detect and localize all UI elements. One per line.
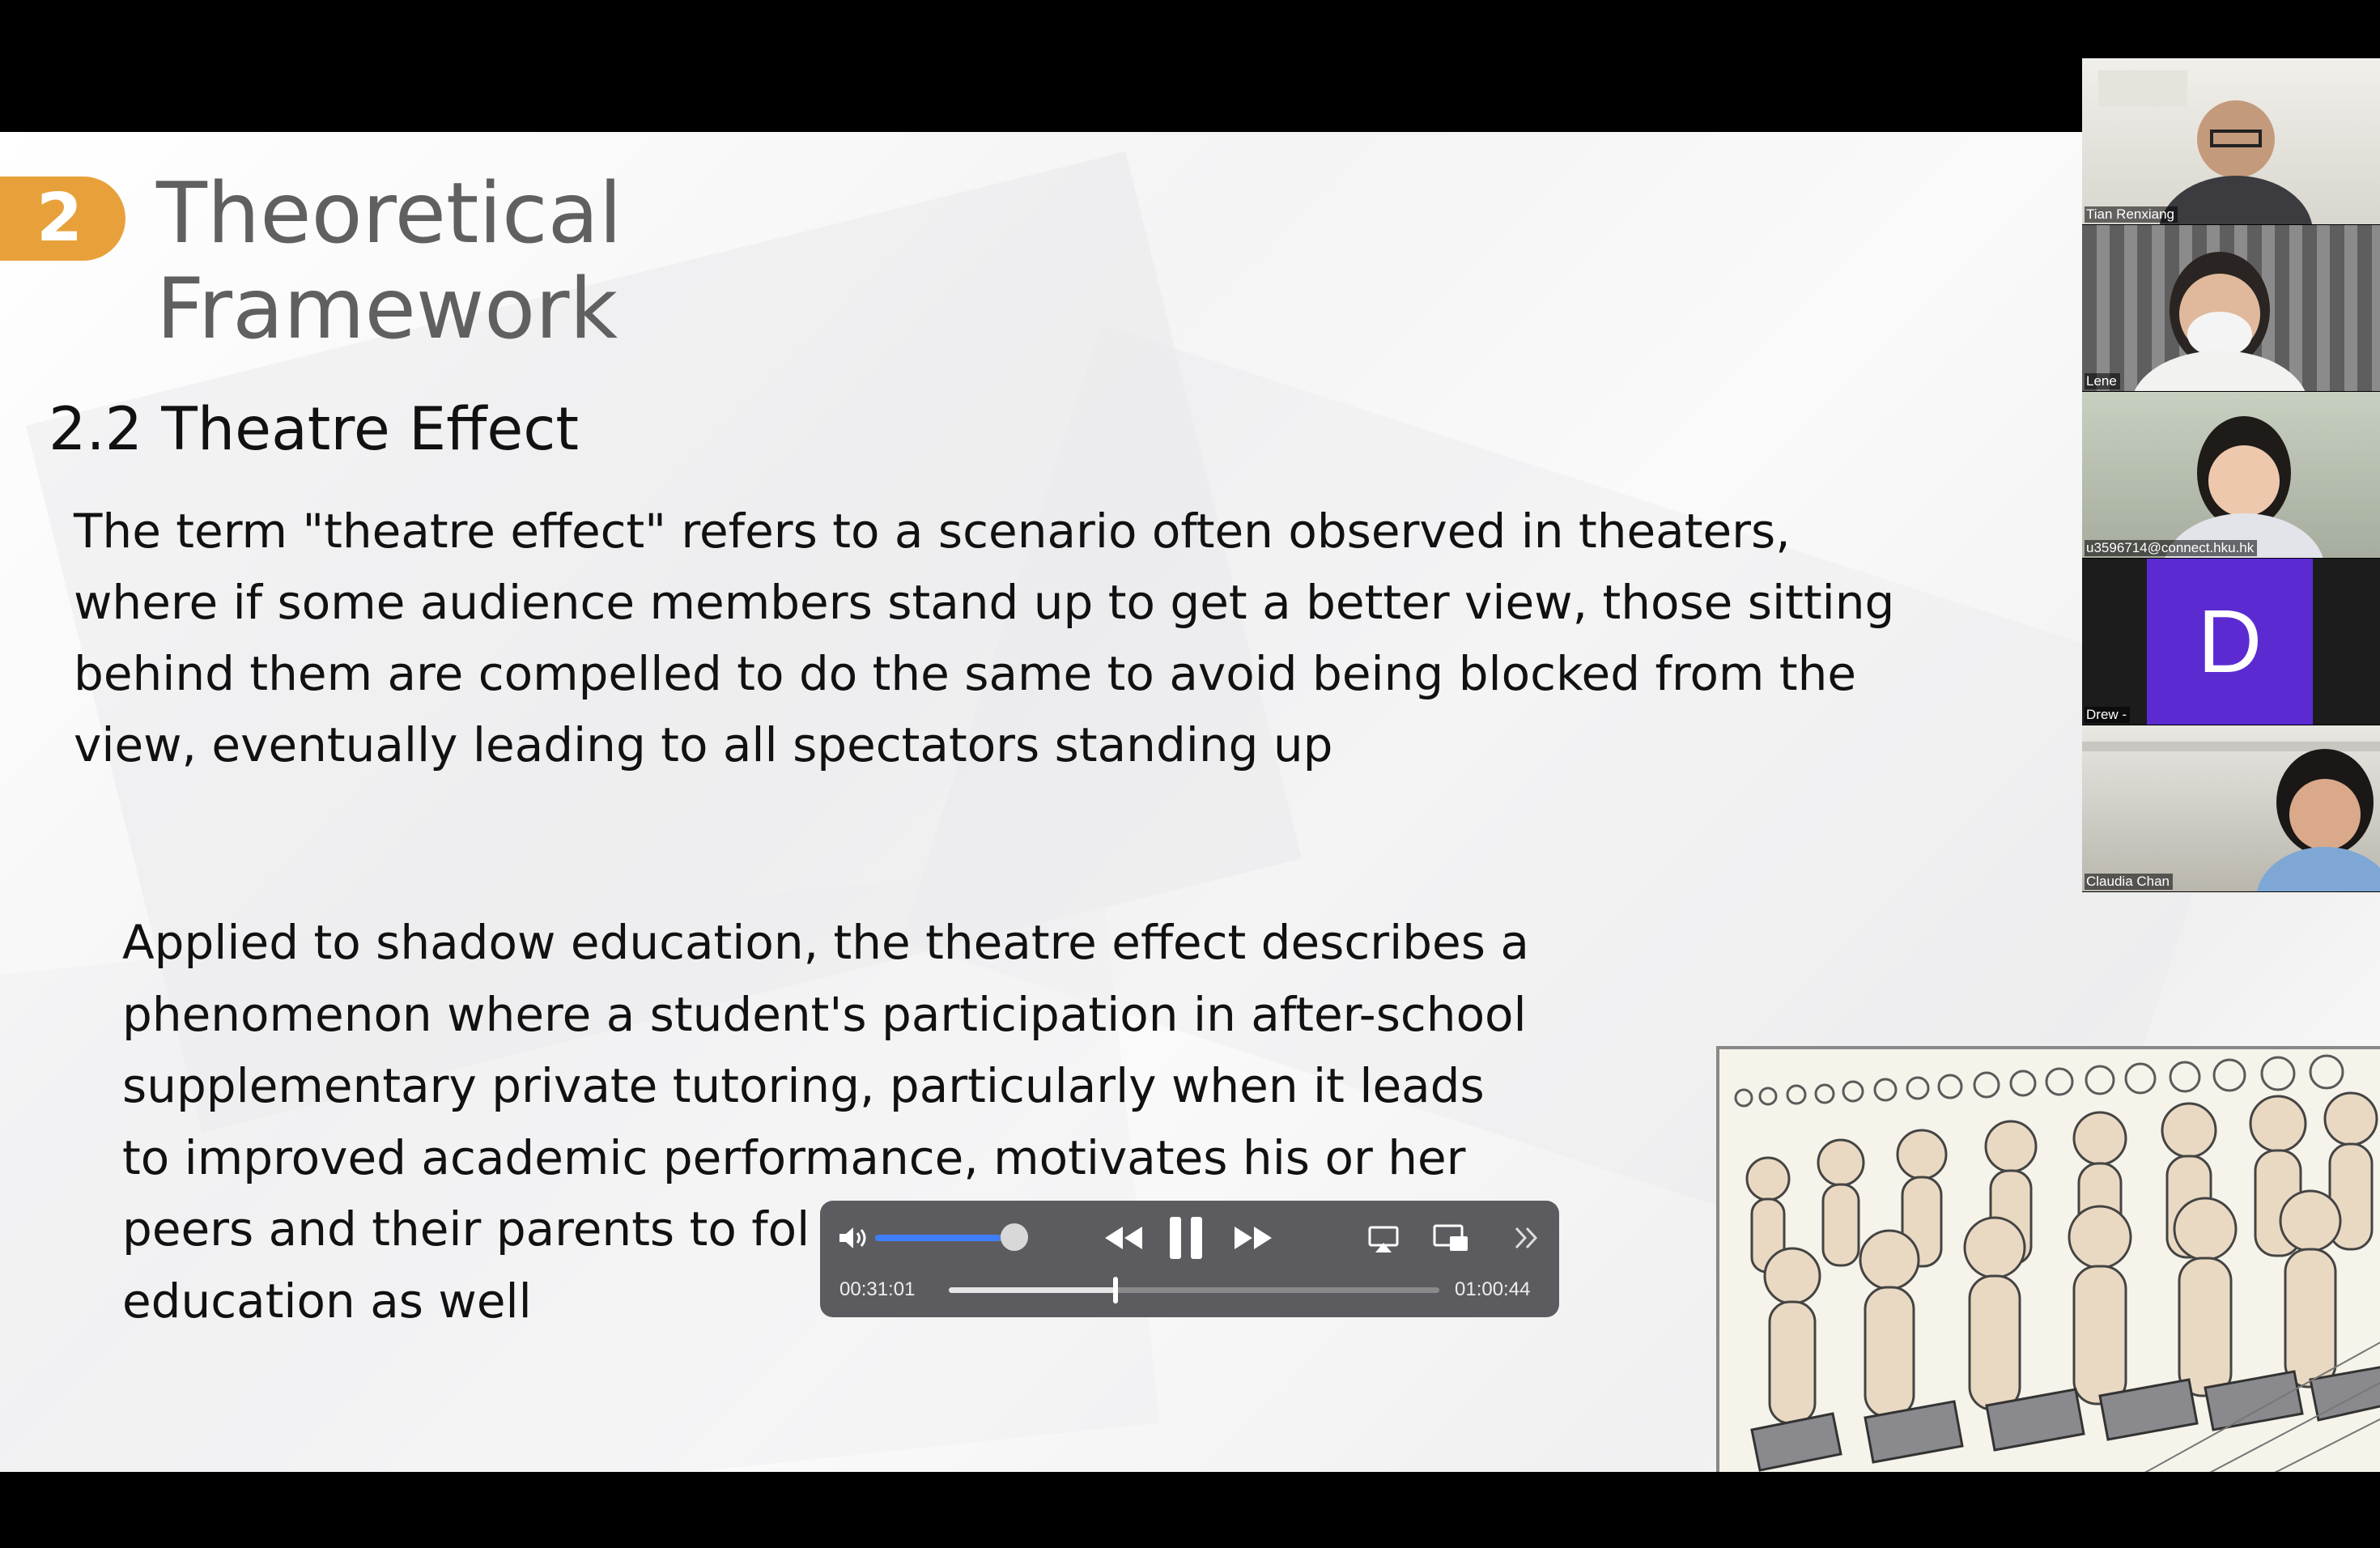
participant-name: Claudia Chan: [2085, 874, 2173, 890]
paragraph-line: Applied to shadow education, the theatre effect describes a: [122, 915, 1529, 970]
rewind-icon[interactable]: [1103, 1225, 1144, 1251]
volume-slider[interactable]: [875, 1235, 1011, 1241]
playback-timeline[interactable]: [949, 1287, 1439, 1293]
participant-avatar: D: [2147, 559, 2313, 725]
paragraph-line: where if some audience members stand up to get a better view, those sitting: [74, 575, 1895, 630]
paragraph-line: behind them are compelled to do the same to avoid being blocked from the: [74, 646, 1857, 701]
picture-in-picture-icon[interactable]: [1432, 1223, 1469, 1252]
slide-title-line: Theoretical: [156, 165, 623, 262]
playback-progress: [949, 1287, 1116, 1293]
airplay-icon[interactable]: [1367, 1225, 1400, 1252]
paragraph-line: phenomenon where a student's participation in after-school: [122, 986, 1527, 1042]
top-letterbox: [0, 0, 2380, 132]
fast-forward-icon[interactable]: [1233, 1225, 1273, 1251]
participant-gallery: [2082, 58, 2380, 892]
participant-name: u3596714@connect.hku.hk: [2085, 540, 2257, 556]
participant-video: [2082, 392, 2380, 558]
paragraph-line: to improved academic performance, motivates his or her: [122, 1129, 1466, 1185]
participant-video: [2082, 225, 2380, 391]
volume-handle[interactable]: [1001, 1223, 1028, 1251]
participant-name: Drew -: [2085, 707, 2130, 723]
participant-video: [2082, 725, 2380, 891]
participant-tile[interactable]: [2082, 58, 2380, 225]
elapsed-time: 00:31:01: [839, 1278, 916, 1300]
paragraph-line: The term "theatre effect" refers to a scenario often observed in theaters,: [74, 504, 1791, 559]
pause-icon[interactable]: [1168, 1215, 1204, 1261]
playhead-handle[interactable]: [1113, 1277, 1118, 1303]
illustration-drawing: [1719, 1049, 2380, 1472]
participant-tile[interactable]: [2082, 392, 2380, 559]
slide-title: [156, 166, 622, 357]
more-options-icon[interactable]: [1513, 1225, 1541, 1251]
section-subheading: 2.2 Theatre Effect: [49, 395, 580, 464]
participant-tile[interactable]: [2082, 225, 2380, 392]
participant-name: Tian Renxiang: [2085, 206, 2178, 223]
paragraph-line: supplementary private tutoring, particularly when it leads: [122, 1058, 1485, 1113]
section-number-badge: 2: [0, 176, 125, 261]
slide-title-line: Framework: [156, 261, 618, 358]
definition-paragraph: [74, 495, 1894, 780]
remaining-time: 01:00:44: [1455, 1278, 1531, 1300]
participant-name: Lene: [2085, 373, 2120, 389]
participant-tile[interactable]: [2082, 559, 2380, 725]
participant-video: [2082, 58, 2380, 224]
participant-tile[interactable]: [2082, 725, 2380, 892]
paragraph-line: peers and their parents to fol: [122, 1201, 810, 1257]
paragraph-line: view, eventually leading to all spectators standing up: [74, 717, 1333, 772]
media-player-controls: [820, 1201, 1559, 1317]
bottom-letterbox: [0, 1472, 2380, 1548]
volume-level: [875, 1235, 1001, 1241]
theatre-audience-illustration: [1716, 1046, 2380, 1472]
volume-icon[interactable]: [838, 1225, 870, 1251]
paragraph-line: education as well: [122, 1273, 532, 1329]
